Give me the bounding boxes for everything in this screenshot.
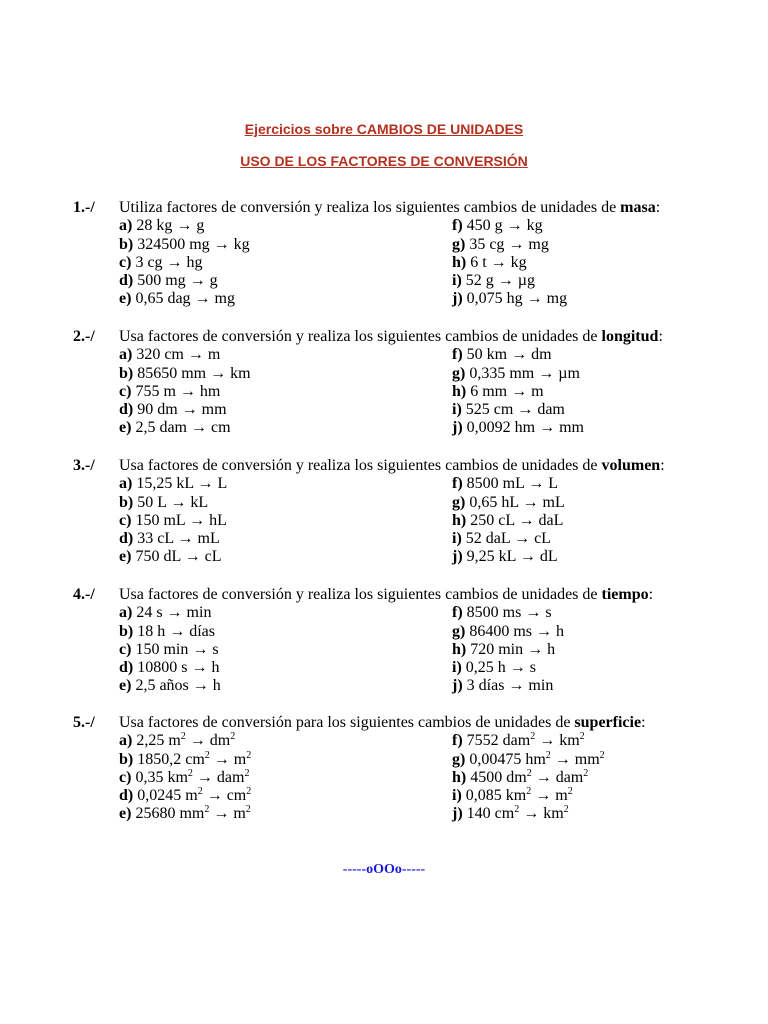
exercise-item: [452, 604, 552, 622]
item-letter: i): [452, 787, 462, 805]
exercise-topic: tiempo: [601, 586, 649, 603]
item-text: 7552 dam: [462, 732, 531, 750]
item-text: 4500 dm: [466, 768, 527, 786]
item-exponent: 2: [244, 767, 250, 779]
item-text: 0,085 km: [461, 787, 527, 805]
item-target-unit: → dm: [185, 732, 231, 750]
item-letter: e): [119, 419, 132, 437]
item-target-unit: → dam: [192, 768, 245, 786]
item-target-unit: → m: [209, 750, 247, 768]
item-target-unit: → mm: [550, 750, 600, 768]
exercise-item: [119, 732, 235, 750]
item-letter: j): [452, 805, 463, 823]
item-text: 28 kg → g: [132, 217, 205, 235]
item-letter: b): [119, 750, 134, 768]
item-letter: d): [119, 530, 134, 548]
exercise-item: [452, 512, 563, 530]
exercise-item: [452, 272, 535, 290]
item-text: 3 días → min: [462, 677, 554, 695]
item-letter: f): [452, 732, 463, 750]
exercise-item: [452, 623, 564, 641]
item-text: 755 m → hm: [131, 382, 221, 400]
exercise-item: [452, 401, 565, 419]
item-text: 90 dm → mm: [133, 401, 227, 419]
item-exponent: 2: [246, 786, 252, 798]
item-letter: d): [119, 787, 134, 805]
item-exponent: 2: [204, 749, 210, 761]
exercise-number: 1.-/: [73, 199, 95, 216]
item-text: 9,25 kL → dL: [462, 548, 558, 566]
item-letter: g): [452, 750, 466, 768]
exercise-item: [119, 236, 250, 254]
exercise-prompt: [119, 457, 665, 475]
exercise-number: 3.-/: [73, 457, 95, 474]
item-text: 8500 ms → s: [462, 604, 552, 622]
item-letter: g): [452, 493, 466, 511]
item-letter: a): [119, 217, 133, 235]
exercise-item: [119, 346, 220, 364]
exercise-item: [119, 548, 222, 566]
item-letter: c): [119, 640, 132, 658]
worksheet-title: Ejercicios sobre CAMBIOS DE UNIDADES: [244, 121, 524, 137]
item-text: 6 t → kg: [466, 253, 527, 271]
item-text: 324500 mg → kg: [133, 235, 250, 253]
worksheet-subtitle: USO DE LOS FACTORES DE CONVERSIÓN: [240, 153, 528, 169]
exercise-item: [452, 659, 536, 677]
exercise-item: [452, 548, 558, 566]
exercise-item: [452, 365, 580, 383]
item-text: 15,25 kL → L: [132, 475, 228, 493]
item-text: 0,65 hL → mL: [465, 493, 565, 511]
item-letter: b): [119, 622, 134, 640]
exercise-item: [119, 365, 251, 383]
exercise-item: [452, 236, 549, 254]
item-text: 52 daL → cL: [461, 530, 551, 548]
item-text: 0,0092 hm → mm: [462, 419, 584, 437]
item-letter: g): [452, 235, 466, 253]
item-letter: h): [452, 382, 467, 400]
exercise-item: [119, 641, 219, 659]
exercise-item: [119, 494, 208, 512]
exercise-item: [119, 419, 231, 437]
item-letter: f): [452, 604, 463, 622]
exercise-item: [119, 659, 219, 677]
exercise-item: [119, 530, 220, 548]
item-text: 1850,2 cm: [133, 750, 205, 768]
item-text: 50 L → kL: [133, 493, 209, 511]
item-text: 8500 mL → L: [462, 475, 559, 493]
exercise-topic: superficie: [574, 714, 642, 731]
exercise-item: [452, 419, 584, 437]
item-exponent: 2: [526, 786, 532, 798]
exercise-item: [452, 677, 553, 695]
item-letter: d): [119, 272, 134, 290]
item-target-unit: → km: [535, 732, 580, 750]
item-exponent: 2: [563, 804, 569, 816]
item-exponent: 2: [530, 731, 536, 743]
item-text: 50 km → dm: [462, 346, 552, 364]
item-letter: a): [119, 346, 133, 364]
item-letter: c): [119, 253, 132, 271]
item-target-unit: → km: [519, 805, 564, 823]
item-letter: f): [452, 217, 463, 235]
exercise-item: [452, 641, 555, 659]
exercise-item: [119, 475, 227, 493]
exercise-number: 2.-/: [73, 328, 95, 345]
item-text: 750 dL → cL: [131, 548, 222, 566]
item-target-unit: → cm: [202, 787, 247, 805]
item-letter: h): [452, 768, 467, 786]
item-text: 0,075 hg → mg: [462, 290, 568, 308]
item-text: 2,5 años → h: [131, 677, 221, 695]
exercise-item: [452, 290, 567, 308]
exercise-item: [452, 494, 565, 512]
item-letter: g): [452, 622, 466, 640]
exercise-prompt-suffix: :: [655, 199, 661, 216]
item-letter: h): [452, 253, 467, 271]
item-exponent: 2: [187, 767, 193, 779]
exercise-item: [119, 787, 251, 805]
item-exponent: 2: [526, 767, 532, 779]
exercise-item: [452, 346, 552, 364]
item-text: 0,00475 hm: [465, 750, 546, 768]
item-text: 500 mg → g: [133, 272, 218, 290]
exercise-item: [452, 475, 558, 493]
item-exponent: 2: [230, 731, 236, 743]
item-text: 150 min → s: [131, 640, 219, 658]
item-exponent: 2: [545, 749, 551, 761]
item-letter: i): [452, 272, 462, 290]
item-text: 25680 mm: [131, 805, 205, 823]
exercise-item: [119, 217, 204, 235]
item-text: 52 g → µg: [461, 272, 535, 290]
item-text: 24 s → min: [132, 604, 212, 622]
item-letter: a): [119, 732, 133, 750]
item-letter: c): [119, 382, 132, 400]
item-exponent: 2: [245, 804, 251, 816]
exercise-item: [119, 290, 235, 308]
item-text: 35 cg → mg: [465, 235, 549, 253]
exercise-item: [119, 677, 221, 695]
exercise-item: [452, 805, 569, 823]
exercise-item: [452, 217, 543, 235]
item-letter: j): [452, 290, 463, 308]
exercise-prompt-suffix: :: [660, 457, 665, 474]
item-text: 320 cm → m: [132, 346, 221, 364]
item-letter: b): [119, 364, 134, 382]
item-target-unit: → m: [531, 787, 568, 805]
exercise-prompt-text: Usa factores de conversión y realiza los siguientes cambios de unidades de: [119, 457, 602, 474]
item-letter: c): [119, 511, 132, 529]
item-text: 720 min → h: [466, 640, 556, 658]
item-target-unit: → m: [209, 805, 246, 823]
exercise-prompt: [119, 199, 660, 217]
exercise-prompt-text: Usa factores de conversión y realiza los siguientes cambios de unidades de: [119, 586, 602, 603]
exercise-item: [119, 512, 227, 530]
item-letter: j): [452, 548, 463, 566]
exercise-item: [452, 787, 573, 805]
exercise-prompt: [119, 714, 646, 732]
item-exponent: 2: [567, 786, 573, 798]
item-exponent: 2: [180, 731, 186, 743]
exercise-number: 4.-/: [73, 586, 95, 603]
item-letter: e): [119, 548, 132, 566]
exercise-prompt-text: Usa factores de conversión para los siguientes cambios de unidades de: [119, 714, 575, 731]
exercise-topic: masa: [620, 199, 656, 216]
item-letter: i): [452, 659, 462, 677]
item-letter: d): [119, 659, 134, 677]
item-letter: j): [452, 677, 463, 695]
exercise-item: [119, 805, 251, 823]
exercise-prompt: [119, 328, 663, 346]
item-letter: b): [119, 493, 134, 511]
item-exponent: 2: [579, 731, 585, 743]
exercise-item: [119, 751, 251, 769]
item-letter: h): [452, 640, 467, 658]
exercise-item: [452, 530, 551, 548]
item-text: 33 cL → mL: [133, 530, 220, 548]
item-letter: h): [452, 511, 467, 529]
exercise-item: [452, 769, 588, 787]
item-text: 18 h → días: [133, 622, 216, 640]
item-letter: i): [452, 530, 462, 548]
item-text: 0,25 h → s: [461, 659, 537, 677]
item-text: 0,0245 m: [133, 787, 198, 805]
item-exponent: 2: [246, 749, 252, 761]
item-letter: e): [119, 290, 132, 308]
item-text: 6 mm → m: [466, 382, 544, 400]
exercise-prompt: [119, 586, 653, 604]
exercise-topic: volumen: [601, 457, 661, 474]
exercise-item: [119, 769, 249, 787]
item-text: 150 mL → hL: [131, 511, 227, 529]
item-text: 450 g → kg: [462, 217, 543, 235]
item-text: 10800 s → h: [133, 659, 220, 677]
item-text: 250 cL → daL: [466, 511, 564, 529]
item-text: 525 cm → dam: [461, 401, 565, 419]
exercise-prompt-suffix: :: [641, 714, 646, 731]
item-text: 0,35 km: [131, 768, 188, 786]
item-text: 0,65 dag → mg: [131, 290, 235, 308]
exercise-topic: longitud: [601, 328, 659, 345]
item-exponent: 2: [204, 804, 210, 816]
item-letter: a): [119, 475, 133, 493]
exercise-number: 5.-/: [73, 714, 95, 731]
item-exponent: 2: [514, 804, 520, 816]
item-text: 85650 mm → km: [133, 364, 251, 382]
end-marker: -----oOOo-----: [342, 862, 426, 877]
item-text: 2,25 m: [132, 732, 181, 750]
item-letter: i): [452, 401, 462, 419]
exercise-prompt-suffix: :: [648, 586, 654, 603]
item-exponent: 2: [599, 749, 605, 761]
item-letter: b): [119, 235, 134, 253]
item-letter: e): [119, 677, 132, 695]
exercise-prompt-text: Utiliza factores de conversión y realiza los siguientes cambios de unidades de: [119, 199, 621, 216]
item-text: 86400 ms → h: [465, 622, 564, 640]
exercise-prompt-suffix: :: [658, 328, 663, 345]
exercise-prompt-text: Usa factores de conversión y realiza los siguientes cambios de unidades de: [119, 328, 602, 345]
item-letter: c): [119, 768, 132, 786]
exercise-item: [119, 401, 227, 419]
item-exponent: 2: [583, 767, 589, 779]
item-letter: f): [452, 475, 463, 493]
exercise-item: [119, 272, 218, 290]
exercise-item: [119, 623, 215, 641]
exercise-item: [452, 732, 585, 750]
exercise-item: [452, 254, 527, 272]
item-text: 2,5 dam → cm: [131, 419, 231, 437]
item-letter: g): [452, 364, 466, 382]
item-text: 3 cg → hg: [131, 253, 203, 271]
exercise-item: [452, 751, 605, 769]
item-letter: a): [119, 604, 133, 622]
exercise-item: [119, 383, 220, 401]
exercise-item: [119, 254, 203, 272]
item-text: 140 cm: [462, 805, 515, 823]
item-letter: e): [119, 805, 132, 823]
exercise-item: [452, 383, 544, 401]
item-letter: d): [119, 401, 134, 419]
item-target-unit: → dam: [531, 768, 584, 786]
exercise-item: [119, 604, 211, 622]
item-exponent: 2: [197, 786, 203, 798]
item-letter: f): [452, 346, 463, 364]
item-letter: j): [452, 419, 463, 437]
item-text: 0,335 mm → µm: [465, 364, 580, 382]
